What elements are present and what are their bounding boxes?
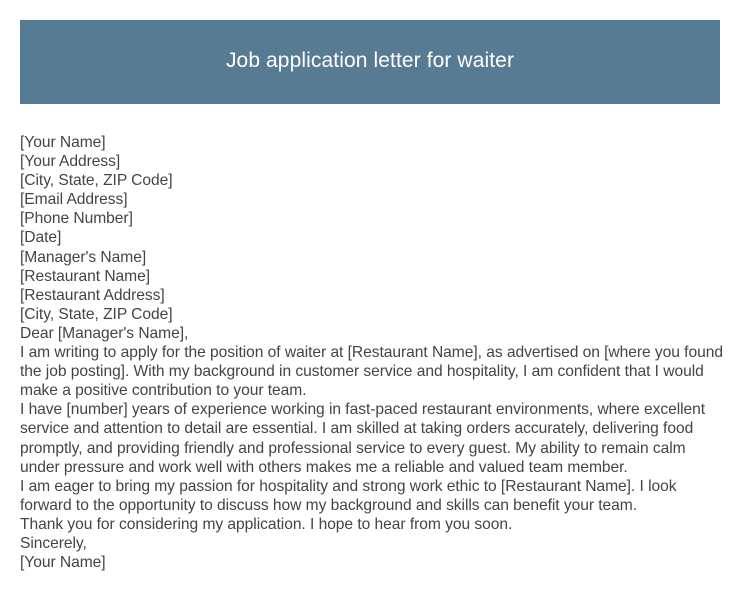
- closing: Sincerely,: [20, 534, 87, 552]
- page-header-banner: [20, 20, 720, 104]
- letter-date: [Date]: [20, 229, 62, 247]
- page-title: Job application letter for waiter: [225, 49, 515, 72]
- paragraph-experience: I have [number] years of experience working in fast-paced restaurant environments, where excellent service and attention to detail are essential. I am skilled at taking orders accurately, delivering food promptly, and providing friendly and professional service to every guest. My ability to remain calm under pressure and work well with others makes me a reliable and valued team member.: [20, 401, 706, 476]
- signature: [Your Name]: [20, 554, 106, 572]
- recipient-restaurant-name: [Restaurant Name]: [20, 267, 151, 285]
- recipient-restaurant-address: [Restaurant Address]: [20, 286, 165, 304]
- sender-city-state-zip: [City, State, ZIP Code]: [20, 172, 173, 190]
- sender-address: [Your Address]: [20, 153, 121, 171]
- recipient-manager-name: [Manager's Name]: [20, 248, 147, 266]
- recipient-city-state-zip: [City, State, ZIP Code]: [20, 305, 173, 323]
- salutation: Dear [Manager's Name],: [20, 324, 189, 342]
- sender-phone: [Phone Number]: [20, 210, 133, 228]
- recipient-block: [20, 248, 725, 324]
- paragraph-motivation: I am eager to bring my passion for hospitality and strong work ethic to [Restaurant Name]. I look forward to the opportunity to discuss how my background and skills can benefit your team.: [20, 477, 677, 514]
- paragraph-intro: I am writing to apply for the position of waiter at [Restaurant Name], as advertised on [where you found the job posting]. With my background in customer service and hospitality, I am confident that I would make a positive contribution to your team.: [20, 344, 723, 400]
- sender-email: [Email Address]: [20, 191, 128, 209]
- paragraph-thanks: Thank you for considering my application. I hope to hear from you soon.: [20, 515, 513, 533]
- letter-body: [20, 133, 725, 572]
- sender-block: [20, 133, 725, 248]
- sender-name: [Your Name]: [20, 134, 106, 151]
